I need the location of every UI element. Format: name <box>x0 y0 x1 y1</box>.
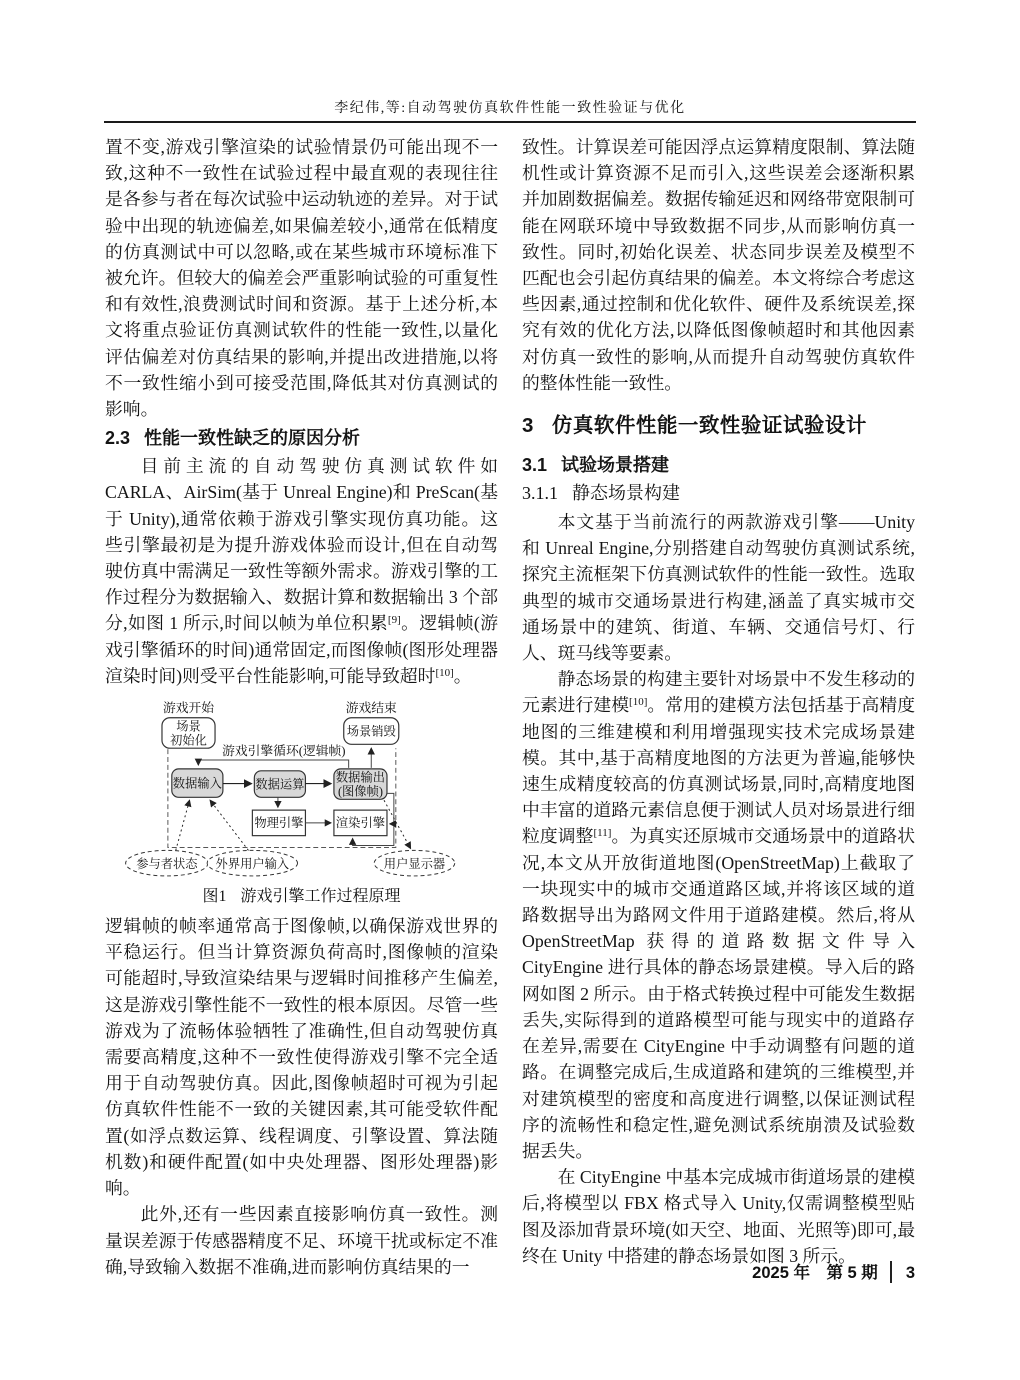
dotted-participant-to-input <box>176 800 190 850</box>
paragraph: 静态场景的构建主要针对场景中不发生移动的元素进行建模[10]。常用的建模方法包括基于高精度地图的三维建模和利用增强现实技术完成场景建模。其中,基于高精度地图的方法更为普遍,能够快速生成精度较高的仿真测试场景,同时,高精度地图中丰富的道路元素信息便于测试人员对场景进行细粒度调整[11]。为真实还原城市交通场景中的道路状况,本文从开放街道地图(OpenStreetMap)上截取了一块现实中的城市交通道路区域,并将该区域的道路数据导出为路网文件用于道路建模。然后,将从 OpenStreetMap 获得的道路数据文件导入 CityEngine 进行具体的静态场景建模。导入后的路网如图 2 所示。由于格式转换过程中可能发生数据丢失,实际得到的道路模型可能与现实中的道路存在差异,需要在 CityEngine 中手动调整有问题的道路。在调整完成后,生成道路和建筑的三维模型,并对建筑模型的密度和高度进行调整,以保证测试程序的流畅性和稳定性,避免测试系统崩溃及试验数据丢失。 <box>522 669 915 1161</box>
page-footer <box>522 1259 915 1283</box>
section-number: 3.1.1 <box>522 483 558 504</box>
ellipse-participant-state-label: 参与者状态 <box>136 857 198 872</box>
header-rule <box>104 121 916 123</box>
figure-caption-label: 图1 <box>202 888 227 906</box>
box-physics-engine-label: 物理引擎 <box>254 815 304 830</box>
section-heading-3-1 <box>522 452 915 478</box>
two-column-body <box>105 134 915 1280</box>
figure-caption <box>105 884 498 909</box>
box-data-output-label-2: (图像帧) <box>337 784 383 799</box>
footer-page-number: 3 <box>905 1264 915 1282</box>
box-render-engine-label: 渲染引擎 <box>335 815 385 830</box>
ellipse-external-user-input-label: 外界用户输入 <box>215 857 290 872</box>
label-engine-loop: 游戏引擎循环(逻辑帧) <box>222 744 346 759</box>
loop-line <box>198 760 348 768</box>
box-scene-init-label-2: 初始化 <box>170 733 207 748</box>
section-heading-2-3 <box>105 425 498 451</box>
box-data-compute-label: 数据运算 <box>255 777 305 792</box>
box-scene-destroy-label: 场景销毁 <box>346 724 396 739</box>
figure-caption-title: 游戏引擎工作过程原理 <box>240 888 401 906</box>
footer-divider <box>890 1261 892 1283</box>
box-scene-init-label-1: 场景 <box>176 719 201 734</box>
section-heading-3-1-1 <box>522 480 915 507</box>
section-number: 3 <box>522 414 534 438</box>
dotted-output-to-display <box>384 800 411 848</box>
paragraph: 在 CityEngine 中基本完成城市街道场景的建模后,将模型以 FBX 格式导入 Unity,仅需调整模型贴图及添加背景环境(如天空、地面、光照等)即可,最终在 Unity 中搭建的静态场景如图 3 所示。 <box>522 1167 915 1266</box>
section-heading-3 <box>522 411 915 441</box>
paragraph: 逻辑帧的帧率通常高于图像帧,以确保游戏世界的平稳运行。但当计算资源负荷高时,图像帧的渲染可能超时,导致渲染结果与逻辑时间推移产生偏差,这是游戏引擎性能不一致性的根本原因。尽管一些游戏为了流畅体验牺牲了准确性,但自动驾驶仿真需要高精度,这种不一致性使得游戏引擎不完全适用于自动驾驶仿真。因此,图像帧超时可视为引起仿真软件性能不一致的关键因素,其可能受软件配置(如浮点数运算、线程调度、引擎设置、算法随机数)和硬件配置(如中央处理器、图形处理器)影响。 <box>105 916 498 1199</box>
section-number: 3.1 <box>522 455 548 476</box>
paragraph: 目前主流的自动驾驶仿真测试软件如 CARLA、AirSim(基于 Unreal Engine)和 PreScan(基于 Unity),通常依赖于游戏引擎实现仿真功能。这些引擎最初是为提升游戏体验而设计,但在自动驾驶仿真中需满足一致性等额外需求。游戏引擎的工作过程分为数据输入、数据计算和数据输出 3 个部分,如图 1 所示,时间以帧为单位积累[9]。逻辑帧(游戏引擎循环的时间)通常固定,而图像帧(图形处理器渲染时间)则受平台性能影响,可能导致超时[10]。 <box>105 456 498 686</box>
running-head: 李纪伟,等:自动驾驶仿真软件性能一致性验证与优化 <box>334 101 686 116</box>
figure-1 <box>105 695 498 909</box>
label-game-start: 游戏开始 <box>162 700 215 715</box>
section-title: 静态场景构建 <box>572 483 680 504</box>
paragraph: 致性。计算误差可能因浮点运算精度限制、算法随机性或计算资源不足而引入,这些误差会逐渐积累并加剧数据偏差。数据传输延迟和网络带宽限制可能在网联环境中导致数据不同步,从而影响仿真一致性。同时,初始化误差、状态同步误差及模型不匹配也会引起仿真结果的偏差。本文将综合考虑这些因素,通过控制和优化软件、硬件及系统误差,探究有效的优化方法,以降低图像帧超时和其他因素对仿真一致性的影响,从而提升自动驾驶仿真软件的整体性能一致性。 <box>522 137 915 393</box>
box-data-input-label: 数据输入 <box>172 776 222 791</box>
right-column <box>522 134 915 1269</box>
paragraph: 本文基于当前流行的两款游戏引擎——Unity 和 Unreal Engine,分别搭建自动驾驶仿真测试系统,探究主流框架下仿真测试软件的性能一致性。选取典型的城市交通场景进行构建,涵盖了真实城市交通场景中的建筑、街道、车辆、交通信号灯、行人、斑马线等要素。 <box>522 512 915 664</box>
section-title: 仿真软件性能一致性验证试验设计 <box>551 414 867 438</box>
section-title: 性能一致性缺乏的原因分析 <box>144 428 361 449</box>
footer-issue: 2025 年 第 5 期 <box>752 1264 878 1282</box>
figure-1-diagram <box>105 695 498 882</box>
paragraph: 此外,还有一些因素直接影响仿真一致性。测量误差源于传感器精度不足、环境干扰或标定不准确,导致输入数据不准确,进而影响仿真结果的一 <box>105 1204 498 1277</box>
label-game-end: 游戏结束 <box>345 700 397 715</box>
dotted-external-to-input <box>210 800 248 850</box>
section-number: 2.3 <box>105 428 131 449</box>
ellipse-user-display-label: 用户显示器 <box>383 857 446 872</box>
section-title: 试验场景搭建 <box>561 455 670 476</box>
left-column <box>105 134 498 1280</box>
box-data-output-label-1: 数据输出 <box>335 770 385 785</box>
paragraph: 置不变,游戏引擎渲染的试验情景仍可能出现不一致,这种不一致性在试验过程中最直观的表现往往是各参与者在每次试验中运动轨迹的差异。对于试验中出现的轨迹偏差,如果偏差较小,通常在低精度的仿真测试中可以忽略,或在某些城市环境标准下被允许。但较大的偏差会严重影响试验的可重复性和有效性,浪费测试时间和资源。基于上述分析,本文将重点验证仿真测试软件的性能一致性,以量化评估偏差对仿真结果的影响,并提出改进措施,以将不一致性缩小到可接受范围,降低其对仿真测试的影响。 <box>105 137 498 420</box>
